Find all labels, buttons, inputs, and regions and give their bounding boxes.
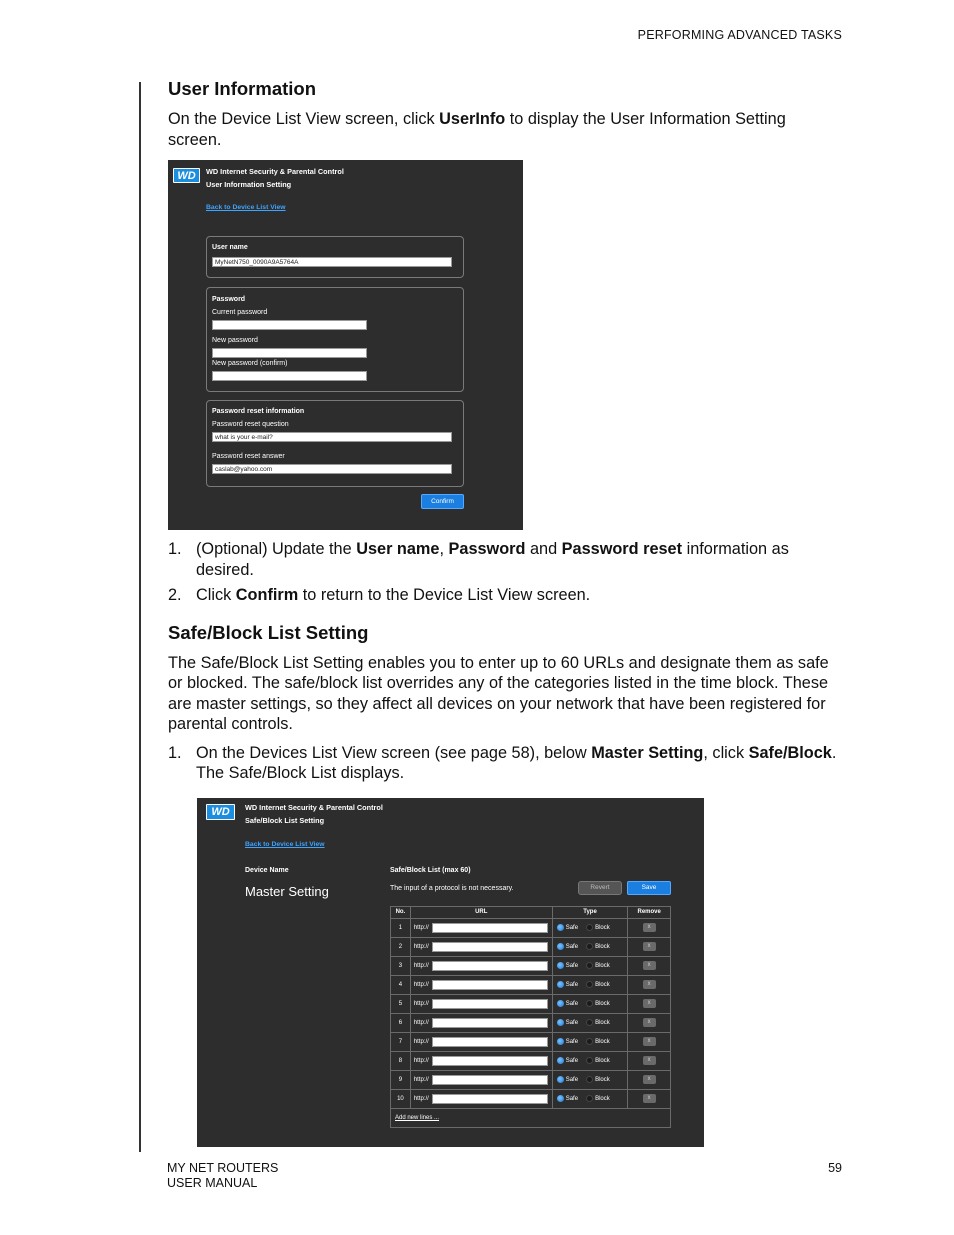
row-number: 4 [391, 975, 411, 994]
password-reset-panel [206, 400, 464, 487]
password-reset-title: Password reset information [212, 408, 305, 415]
remove-button[interactable]: x [643, 923, 656, 932]
table-row: 5 http:// Safe Block x [391, 994, 671, 1013]
url-input[interactable] [432, 1037, 548, 1047]
page-content [168, 78, 842, 1147]
safe-radio[interactable] [557, 924, 564, 931]
url-input[interactable] [432, 1056, 548, 1066]
reset-question-input[interactable]: what is your e-mail? [212, 432, 452, 442]
password-title: Password [212, 296, 246, 303]
url-prefix: http:// [413, 981, 429, 988]
safe-block-steps [168, 743, 842, 784]
back-to-device-list-link[interactable]: Back to Device List View [245, 840, 325, 848]
table-row: 10 http:// Safe Block x [391, 1089, 671, 1108]
remove-button[interactable]: x [643, 961, 656, 970]
column-header-no: No. [391, 906, 411, 918]
url-prefix: http:// [413, 1000, 429, 1007]
footer-manual-title: MY NET ROUTERS USER MANUAL [167, 1161, 279, 1190]
device-name: Master Setting [245, 883, 329, 899]
row-number: 10 [391, 1089, 411, 1108]
remove-button[interactable]: x [643, 1037, 656, 1046]
safe-radio[interactable] [557, 943, 564, 950]
url-prefix: http:// [413, 924, 429, 931]
current-password-label: Current password [212, 309, 268, 316]
column-header-url: URL [410, 906, 552, 918]
row-number: 3 [391, 956, 411, 975]
reset-answer-input[interactable]: caslab@yahoo.com [212, 464, 452, 474]
page-number: 59 [828, 1161, 842, 1175]
block-radio[interactable] [586, 1076, 593, 1083]
confirm-password-input[interactable] [212, 371, 367, 381]
row-number: 6 [391, 1013, 411, 1032]
block-radio[interactable] [586, 1057, 593, 1064]
table-row: 1 http:// Safe Block x [391, 918, 671, 937]
url-prefix: http:// [413, 1076, 429, 1083]
safe-block-intro: The Safe/Block List Setting enables you to enter up to 60 URLs and designate them as safe or blocked. The safe/block list overrides any of the categories listed in the time block. These are master settings, so they affect all devices on your network that have been registered for parental controls. [168, 653, 829, 733]
url-input[interactable] [432, 1075, 548, 1085]
confirm-password-label: New password (confirm) [212, 360, 288, 367]
page-title: Safe/Block List Setting [245, 815, 325, 825]
block-radio[interactable] [586, 943, 593, 950]
running-header: PERFORMING ADVANCED TASKS [637, 28, 842, 42]
url-prefix: http:// [413, 1057, 429, 1064]
url-prefix: http:// [413, 1095, 429, 1102]
safe-radio[interactable] [557, 1038, 564, 1045]
remove-button[interactable]: x [643, 942, 656, 951]
confirm-button[interactable]: Confirm [421, 494, 464, 509]
remove-button[interactable]: x [643, 980, 656, 989]
section-heading-safe-block: Safe/Block List Setting [168, 621, 369, 643]
back-to-device-list-link[interactable]: Back to Device List View [206, 204, 286, 211]
revert-button[interactable]: Revert [578, 881, 622, 895]
password-panel [206, 287, 464, 392]
column-header-remove: Remove [628, 906, 671, 918]
safe-block-screenshot [197, 798, 704, 1147]
table-row: 8 http:// Safe Block x [391, 1051, 671, 1070]
list-item: 2. Click Confirm to return to the Device List View screen. [168, 586, 591, 604]
save-button[interactable]: Save [627, 881, 671, 895]
table-row: 3 http:// Safe Block x [391, 956, 671, 975]
safe-radio[interactable] [557, 1076, 564, 1083]
safe-radio[interactable] [557, 962, 564, 969]
remove-button[interactable]: x [643, 1094, 656, 1103]
safe-block-table [390, 906, 671, 1128]
url-prefix: http:// [413, 962, 429, 969]
table-row: 7 http:// Safe Block x [391, 1032, 671, 1051]
table-row: 9 http:// Safe Block x [391, 1070, 671, 1089]
url-input[interactable] [432, 923, 548, 933]
table-row: 2 http:// Safe Block x [391, 937, 671, 956]
block-radio[interactable] [586, 924, 593, 931]
block-radio[interactable] [586, 962, 593, 969]
safe-radio[interactable] [557, 1000, 564, 1007]
safe-radio[interactable] [557, 981, 564, 988]
row-number: 7 [391, 1032, 411, 1051]
url-prefix: http:// [413, 1038, 429, 1045]
add-lines-row [391, 1108, 671, 1127]
block-radio[interactable] [586, 1038, 593, 1045]
wd-logo: WD [173, 168, 200, 183]
add-new-lines-link[interactable]: Add new lines ... [391, 1108, 671, 1127]
safe-radio[interactable] [557, 1095, 564, 1102]
remove-button[interactable]: x [643, 999, 656, 1008]
url-prefix: http:// [413, 1019, 429, 1026]
list-item: 1. (Optional) Update the User name, Password and Password reset information as desired. [168, 540, 789, 579]
margin-rule [139, 82, 141, 1152]
table-header-row [391, 906, 671, 918]
safe-block-list-label: Safe/Block List (max 60) [390, 866, 471, 874]
page-title: User Information Setting [206, 180, 292, 189]
url-input[interactable] [432, 942, 548, 952]
user-info-intro: On the Device List View screen, click UserInfo to display the User Information Setting screen. [168, 110, 786, 149]
table-row: 6 http:// Safe Block x [391, 1013, 671, 1032]
table-row: 4 http:// Safe Block x [391, 975, 671, 994]
user-name-panel [206, 236, 464, 278]
row-number: 8 [391, 1051, 411, 1070]
user-info-steps [168, 539, 842, 606]
new-password-input[interactable] [212, 348, 367, 358]
block-radio[interactable] [586, 1000, 593, 1007]
protocol-hint: The input of a protocol is not necessary. [390, 884, 514, 892]
user-name-title: User name [212, 244, 248, 251]
section-heading-user-information: User Information [168, 78, 317, 99]
url-prefix: http:// [413, 943, 429, 950]
url-input[interactable] [432, 1018, 548, 1028]
column-header-type: Type [552, 906, 628, 918]
url-input[interactable] [432, 961, 548, 971]
url-input[interactable] [432, 980, 548, 990]
url-input[interactable] [432, 1094, 548, 1104]
new-password-label: New password [212, 337, 258, 344]
app-title: WD Internet Security & Parental Control [206, 167, 344, 176]
url-input[interactable] [432, 999, 548, 1009]
device-name-label: Device Name [245, 866, 289, 874]
safe-radio[interactable] [557, 1019, 564, 1026]
safe-radio[interactable] [557, 1057, 564, 1064]
list-item: 1. On the Devices List View screen (see page 58), below Master Setting, click Safe/Block. The Safe/Block List displays. [168, 743, 837, 782]
reset-answer-label: Password reset answer [212, 453, 285, 460]
block-radio[interactable] [586, 1019, 593, 1026]
block-radio[interactable] [586, 1095, 593, 1102]
user-name-input[interactable]: MyNetN750_0090A9A5764A [212, 257, 452, 267]
row-number: 9 [391, 1070, 411, 1089]
remove-button[interactable]: x [643, 1056, 656, 1065]
user-info-screenshot [168, 160, 523, 530]
wd-logo: WD [206, 804, 235, 820]
remove-button[interactable]: x [643, 1075, 656, 1084]
row-number: 2 [391, 937, 411, 956]
block-radio[interactable] [586, 981, 593, 988]
remove-button[interactable]: x [643, 1018, 656, 1027]
row-number: 1 [391, 918, 411, 937]
app-title: WD Internet Security & Parental Control [245, 802, 383, 812]
current-password-input[interactable] [212, 320, 367, 330]
reset-question-label: Password reset question [212, 421, 289, 428]
row-number: 5 [391, 994, 411, 1013]
